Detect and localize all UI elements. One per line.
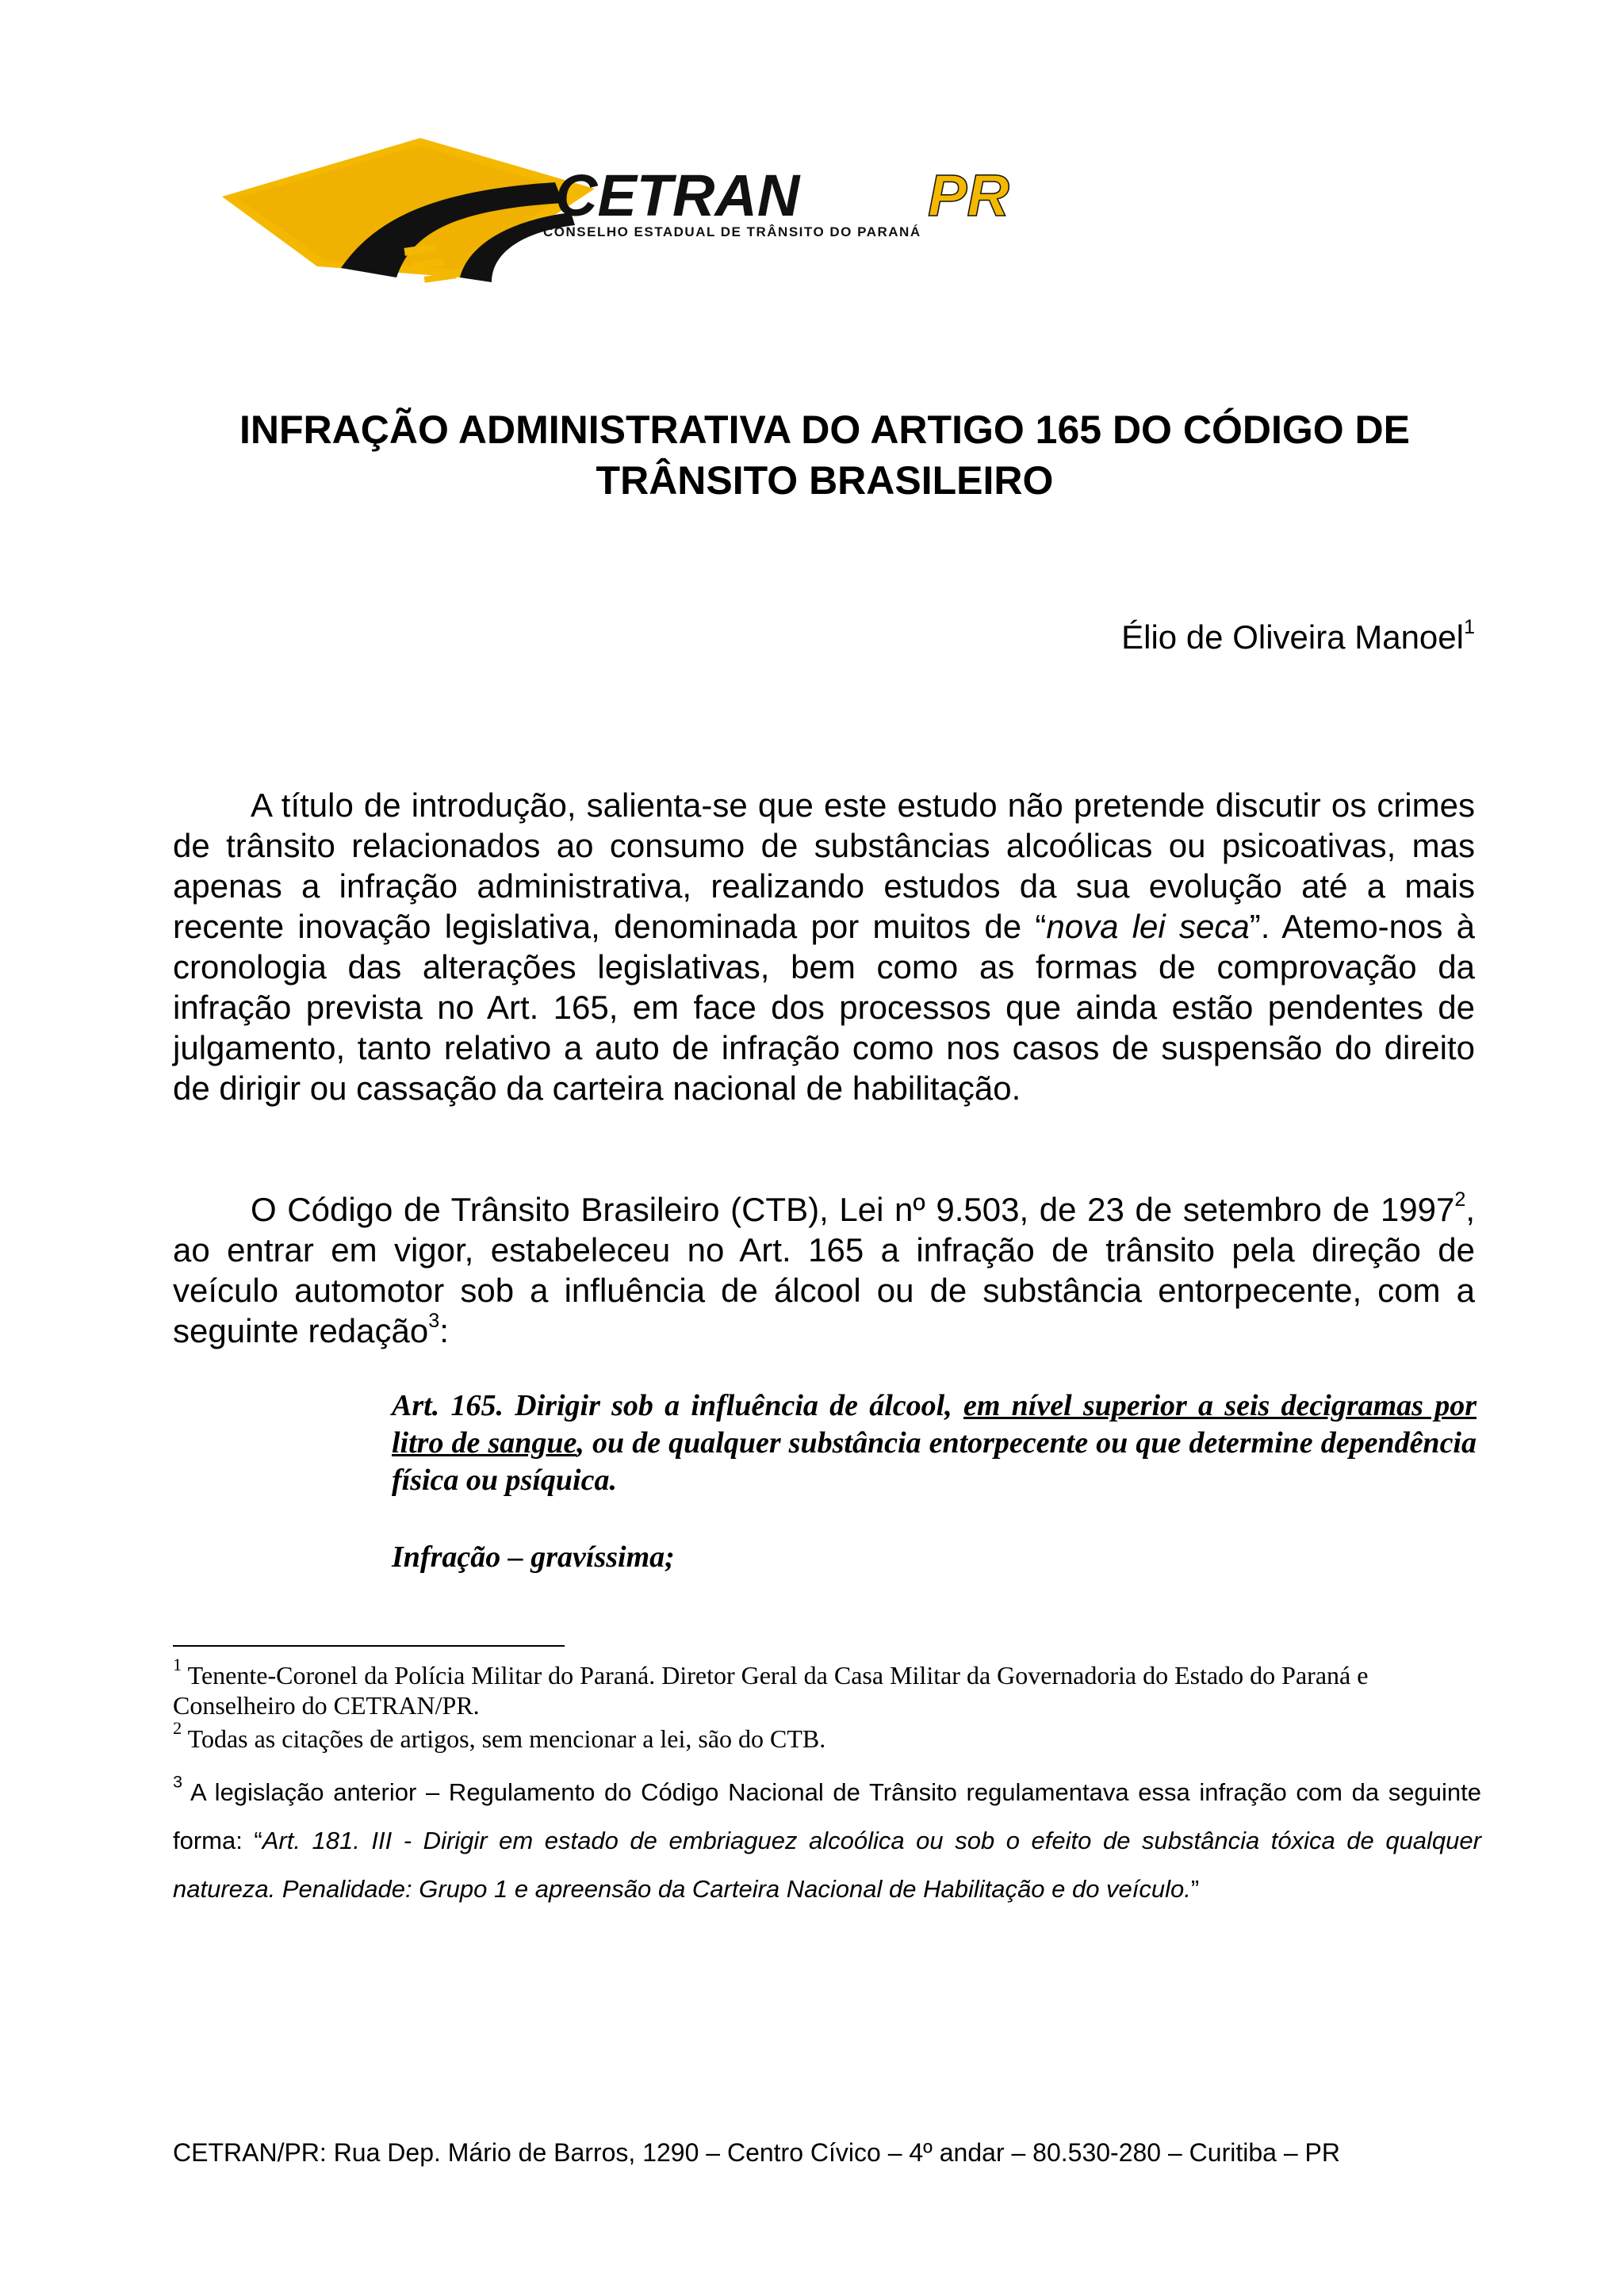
footnote-3-italic: Art. 181. III - Dirigir em estado de embriaguez alcoólica ou sob o efeito de substância tóxica de qualquer natureza. Penalidade: Grupo 1 e apreensão da Carteira Nacional de Habilitação e do veículo. — [173, 1827, 1481, 1903]
quote-text-a: Art. 165. Dirigir sob a influência de álcool, — [392, 1389, 963, 1422]
paragraph-intro — [173, 785, 1475, 1108]
author-line — [1121, 618, 1475, 656]
footnote-ref-2: 2 — [1454, 1188, 1466, 1211]
quote-infracao: Infração – gravíssima; — [392, 1540, 675, 1574]
footnote-1-number: 1 — [173, 1655, 182, 1675]
footnote-2-number: 2 — [173, 1718, 182, 1739]
footnote-3-text-b: ” — [1190, 1875, 1200, 1903]
paragraph-intro-text-a: A título de introdução, salienta-se que este estudo não pretende discutir os crimes de trânsito relacionados ao consumo de substâncias alcoólicas ou psicoativas, mas apenas a infração administrativa, realizando estudos da sua evolução até a mais recente inovação legislativa, denominada por muitos de “ — [173, 786, 1475, 945]
paragraph-ctb-text-a: O Código de Trânsito Brasileiro (CTB), Lei nº 9.503, de 23 de setembro de 1997 — [251, 1191, 1455, 1228]
paragraph-ctb — [173, 1189, 1475, 1351]
paragraph-intro-italic: nova lei seca — [1046, 908, 1250, 945]
title-line-2: TRÂNSITO BRASILEIRO — [596, 458, 1054, 503]
footnote-2-text: Todas as citações de artigos, sem mencionar a lei, são do CTB. — [182, 1724, 826, 1753]
footnote-2 — [173, 1718, 1481, 1754]
quote-text-b: , ou de qualquer substância entorpecente ou que determine dependência física ou psíquica. — [392, 1426, 1477, 1497]
footnote-3-text-a: A legislação anterior – Regulamento do Código Nacional de Trânsito regulamentava essa infração com da seguinte forma: “ — [173, 1778, 1481, 1854]
document-title — [167, 404, 1483, 506]
footnote-3 — [173, 1768, 1481, 1913]
article-quote — [392, 1387, 1477, 1499]
footnote-3-number: 3 — [173, 1771, 183, 1792]
author-name: Élio de Oliveira Manoel — [1121, 618, 1464, 656]
cetran-pr-logo — [222, 127, 1063, 285]
logo-brand-accent: PR — [928, 163, 1009, 228]
logo-brand-main: CETRAN — [555, 163, 800, 228]
paragraph-intro-text-b: ”. Atemo-nos à cronologia das alterações legislativas, bem como as formas de comprovação da infração prevista no Art. 165, em face dos processos que ainda estão pendentes de julgamento, tanto relativo a auto de infração como nos casos de suspensão do direito de dirigir ou cassação da carteira nacional de habilitação. — [173, 908, 1475, 1107]
footnote-1-text: Tenente-Coronel da Polícia Militar do Paraná. Diretor Geral da Casa Militar da Governadoria do Estado do Paraná e Conselheiro do CETRAN/PR. — [173, 1661, 1369, 1720]
footnote-ref-1: 1 — [1463, 616, 1475, 639]
footnote-ref-3: 3 — [428, 1310, 440, 1333]
quote-underlined: em nível superior a seis decigramas por litro de sangue — [392, 1389, 1477, 1460]
footnote-1 — [173, 1655, 1481, 1720]
title-line-1: INFRAÇÃO ADMINISTRATIVA DO ARTIGO 165 DO CÓDIGO DE — [239, 408, 1410, 452]
paragraph-ctb-text-b: , ao entrar em vigor, estabeleceu no Art. 165 a infração de trânsito pela direção de veículo automotor sob a influência de álcool ou de substância entorpecente, com a seguinte redação — [173, 1191, 1475, 1349]
paragraph-ctb-text-c: : — [439, 1312, 449, 1349]
footnote-separator — [173, 1645, 565, 1647]
page-footer-address: CETRAN/PR: Rua Dep. Mário de Barros, 1290 – Centro Cívico – 4º andar – 80.530-280 – Curitiba – PR — [173, 2138, 1340, 2167]
logo-subtitle: CONSELHO ESTADUAL DE TRÂNSITO DO PARANÁ — [543, 224, 921, 239]
